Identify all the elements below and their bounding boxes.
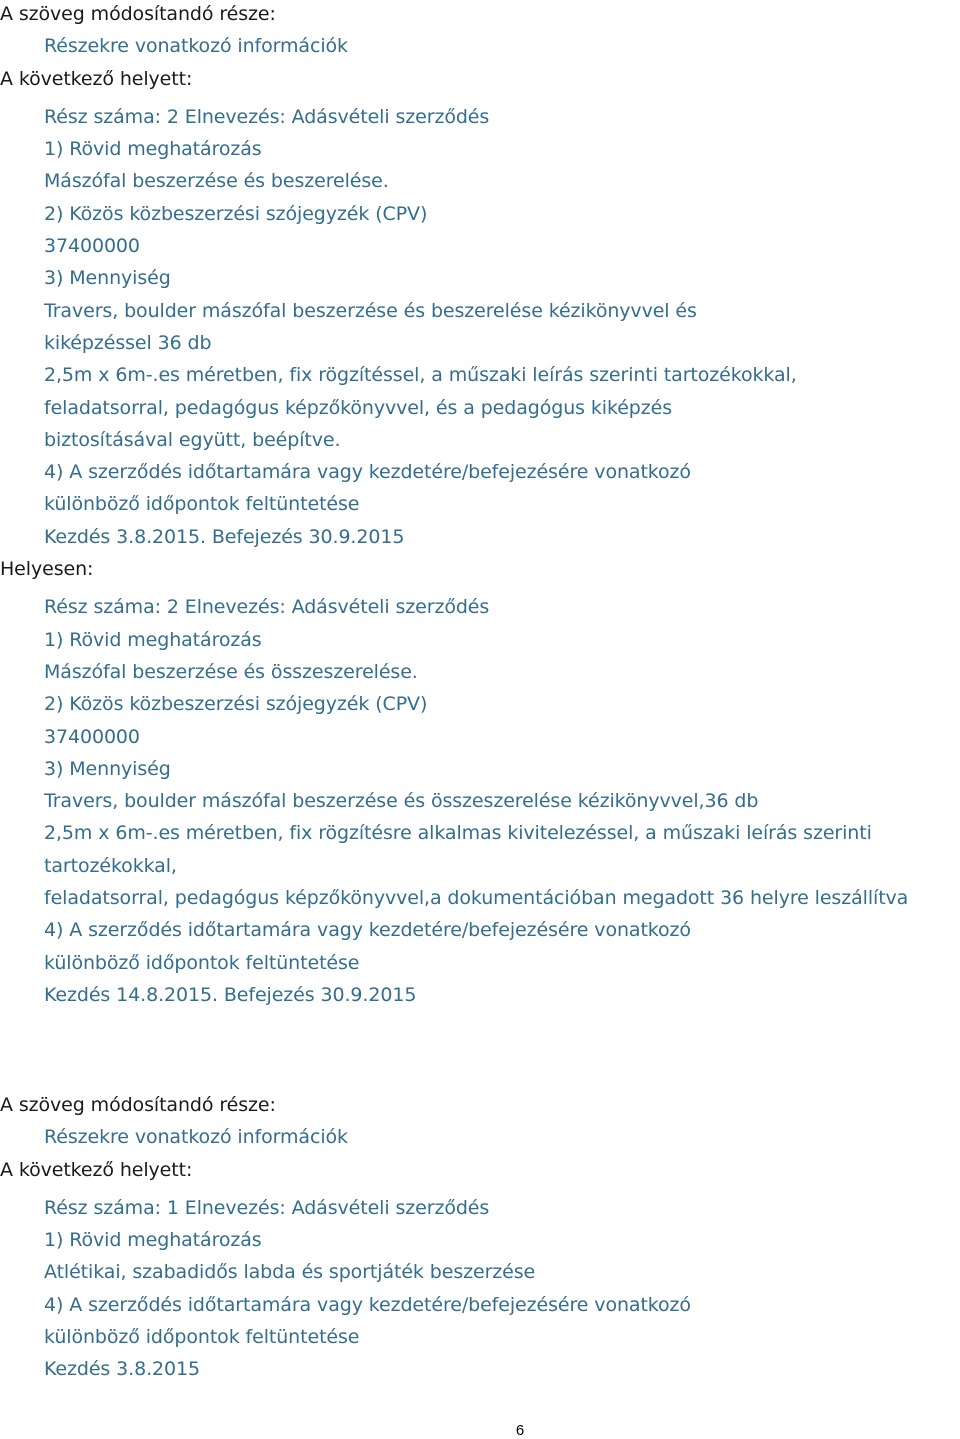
text-line: Mászófal beszerzése és összeszerelése. bbox=[44, 660, 418, 683]
text-line: Atlétikai, szabadidős labda és sportjáték beszerzése bbox=[44, 1261, 536, 1284]
text-line: 2) Közös közbeszerzési szójegyzék (CPV) bbox=[44, 693, 428, 716]
text-line: feladatsorral, pedagógus képzőkönyvvel, és a pedagógus kiképzés bbox=[44, 396, 673, 419]
text-line: 37400000 bbox=[44, 235, 140, 258]
text-line: 1) Rövid meghatározás bbox=[44, 138, 262, 161]
text-line: Travers, boulder mászófal beszerzése és összeszerelése kézikönyvvel,36 db bbox=[44, 790, 759, 813]
instead-label: A következő helyett: bbox=[0, 1158, 193, 1181]
page-number: 6 bbox=[515, 1422, 525, 1439]
text-line: 4) A szerződés időtartamára vagy kezdetére/befejezésére vonatkozó bbox=[44, 919, 691, 942]
text-line: feladatsorral, pedagógus képzőkönyvvel,a dokumentációban megadott 36 helyre leszállítva bbox=[44, 887, 909, 910]
text-line: Kezdés 3.8.2015 bbox=[44, 1358, 200, 1381]
section-subheading: Részekre vonatkozó információk bbox=[44, 1126, 348, 1149]
text-line: 4) A szerződés időtartamára vagy kezdetére/befejezésére vonatkozó bbox=[44, 461, 691, 484]
text-line: Kezdés 3.8.2015. Befejezés 30.9.2015 bbox=[44, 525, 405, 548]
text-line: Travers, boulder mászófal beszerzése és beszerelése kézikönyvvel és bbox=[44, 299, 697, 322]
text-line: tartozékokkal, bbox=[44, 854, 177, 877]
text-line: 37400000 bbox=[44, 725, 140, 748]
text-line: különböző időpontok feltüntetése bbox=[44, 951, 360, 974]
correct-label: Helyesen: bbox=[0, 558, 94, 581]
section-heading: A szöveg módosítandó része: bbox=[0, 1094, 276, 1116]
text-line: 3) Mennyiség bbox=[44, 757, 171, 780]
amendment-section-2 bbox=[0, 1089, 691, 1386]
text-line: különböző időpontok feltüntetése bbox=[44, 493, 360, 516]
section-heading: A szöveg módosítandó része: bbox=[0, 3, 276, 25]
text-line: 2) Közös közbeszerzési szójegyzék (CPV) bbox=[44, 202, 428, 225]
text-line: Rész száma: 1 Elnevezés: Adásvételi szerződés bbox=[44, 1196, 490, 1219]
instead-label: A következő helyett: bbox=[0, 67, 193, 90]
text-line: biztosításával együtt, beépítve. bbox=[44, 428, 341, 451]
text-line: 1) Rövid meghatározás bbox=[44, 1229, 262, 1252]
section-subheading: Részekre vonatkozó információk bbox=[44, 35, 348, 58]
text-line: 4) A szerződés időtartamára vagy kezdetére/befejezésére vonatkozó bbox=[44, 1293, 691, 1316]
text-line: 2,5m x 6m-.es méretben, fix rögzítéssel, a műszaki leírás szerinti tartozékokkal, bbox=[44, 364, 797, 387]
text-line: 3) Mennyiség bbox=[44, 267, 171, 290]
text-line: 2,5m x 6m-.es méretben, fix rögzítésre alkalmas kivitelezéssel, a műszaki leírás szerinti bbox=[44, 822, 872, 845]
text-line: Kezdés 14.8.2015. Befejezés 30.9.2015 bbox=[44, 983, 417, 1006]
text-line: különböző időpontok feltüntetése bbox=[44, 1326, 360, 1349]
text-line: Rész száma: 2 Elnevezés: Adásvételi szerződés bbox=[44, 105, 490, 128]
text-line: Mászófal beszerzése és beszerelése. bbox=[44, 170, 389, 193]
text-line: 1) Rövid meghatározás bbox=[44, 628, 262, 651]
text-line: kiképzéssel 36 db bbox=[44, 331, 212, 354]
text-line: Rész száma: 2 Elnevezés: Adásvételi szerződés bbox=[44, 596, 490, 619]
